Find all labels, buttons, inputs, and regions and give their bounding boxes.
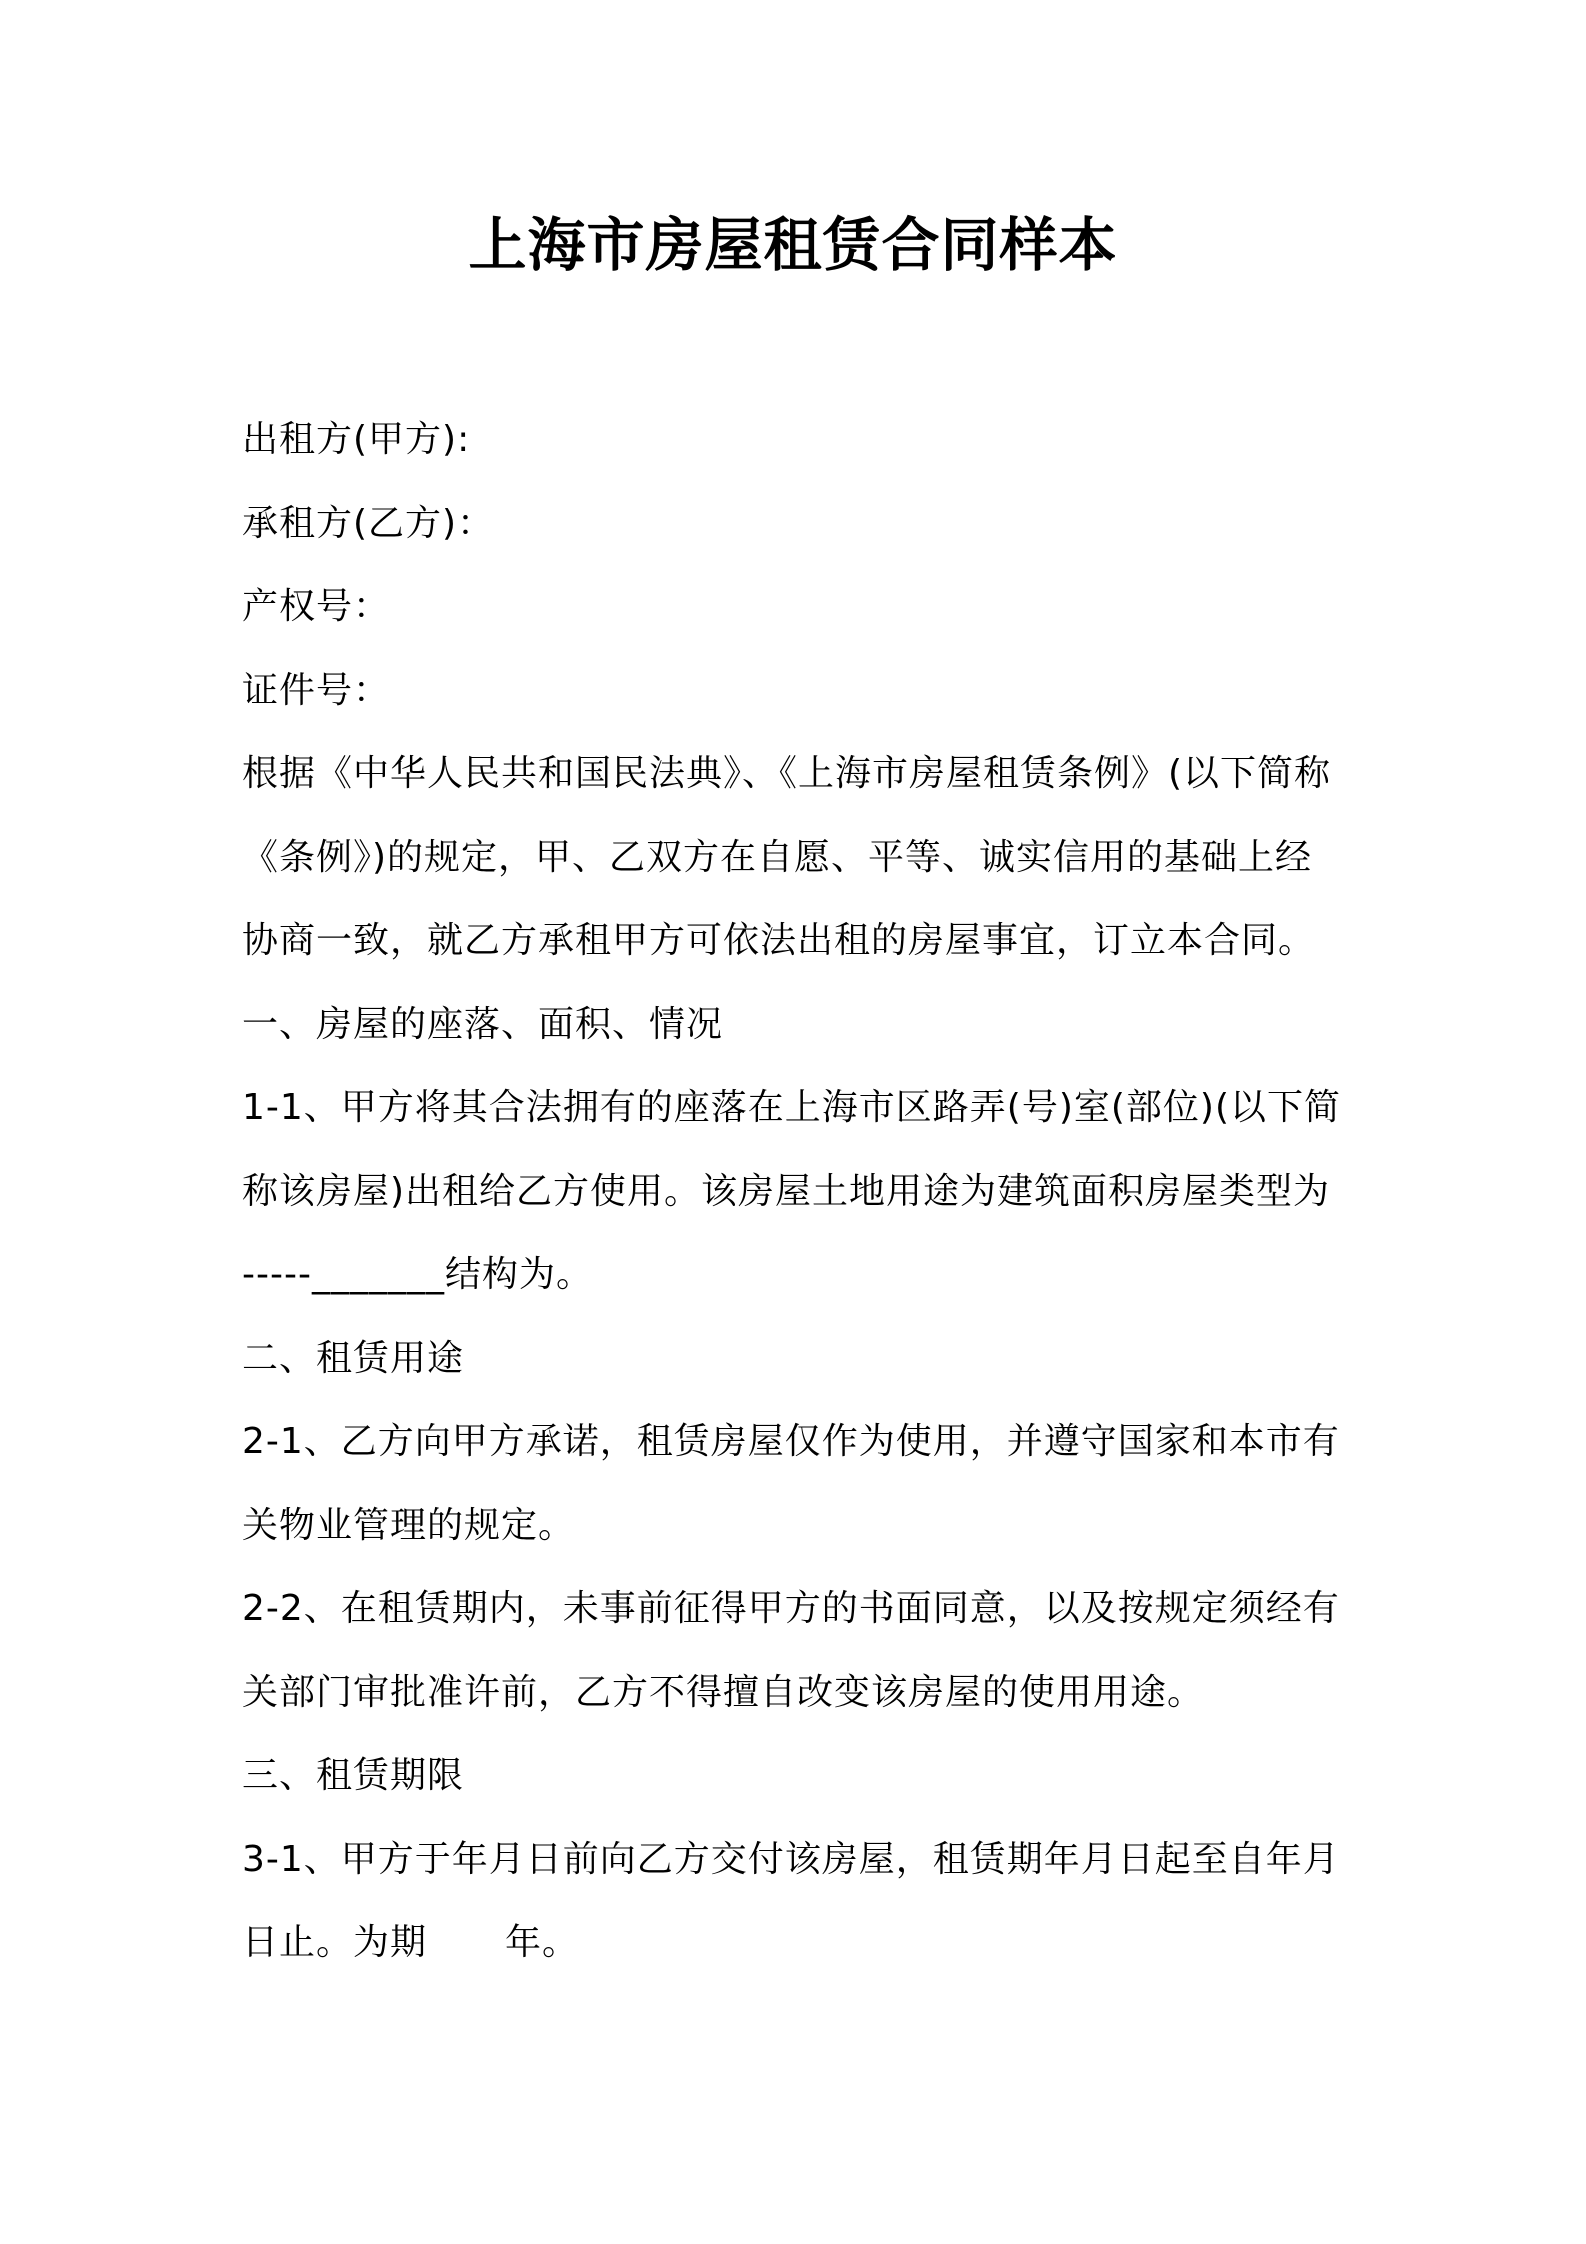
clause-2-2-line-1: 2-2、在租赁期内，未事前征得甲方的书面同意，以及按规定须经有 <box>242 1588 1340 1629</box>
preamble-line-2: 《条例》)的规定，甲、乙双方在自愿、平等、诚实信用的基础上经 <box>242 836 1313 878</box>
clause-1-1-line-2: 称该房屋)出租给乙方使用。该房屋土地用途为建筑面积房屋类型为 <box>242 1170 1331 1212</box>
contract-body <box>242 398 1352 1985</box>
clause-2-1-line-2: 关物业管理的规定。 <box>242 1504 576 1546</box>
clause-1-1-line-1: 1-1、甲方将其合法拥有的座落在上海市区路弄(号)室(部位)(以下简 <box>242 1087 1342 1128</box>
section-3-heading: 三、租赁期限 <box>242 1755 465 1796</box>
clause-3-1-year-text: 年。 <box>505 1922 580 1963</box>
clause-2-2-line-2: 关部门审批准许前，乙方不得擅自改变该房屋的使用用途。 <box>242 1671 1205 1713</box>
property-number-line: 产权号： <box>242 586 391 627</box>
lessee-line: 承租方(乙方)： <box>242 502 495 544</box>
clause-3-1-line-1: 3-1、甲方于年月日前向乙方交付该房屋，租赁期年月日起至自年月 <box>242 1838 1340 1880</box>
section-1-heading: 一、房屋的座落、面积、情况 <box>242 1003 724 1045</box>
clause-2-1-line-1: 2-1、乙方向甲方承诺，租赁房屋仅作为使用，并遵守国家和本市有 <box>242 1421 1340 1462</box>
clause-3-1-line-2 <box>242 1901 1352 1985</box>
id-number-line: 证件号： <box>242 669 391 711</box>
clause-3-1-term-text: 日止。为期 <box>242 1922 428 1963</box>
preamble-line-1: 根据《中华人民共和国民法典》、《上海市房屋租赁条例》(以下简称 <box>242 753 1332 794</box>
clause-1-1-line-3: -----_______结构为。 <box>242 1254 593 1295</box>
lessor-line: 出租方(甲方): <box>242 419 471 460</box>
section-2-heading: 二、租赁用途 <box>242 1337 465 1379</box>
preamble-line-3: 协商一致，就乙方承租甲方可依法出租的房屋事宜，订立本合同。 <box>242 920 1316 961</box>
document-title: 上海市房屋租赁合同样本 <box>468 211 1118 279</box>
